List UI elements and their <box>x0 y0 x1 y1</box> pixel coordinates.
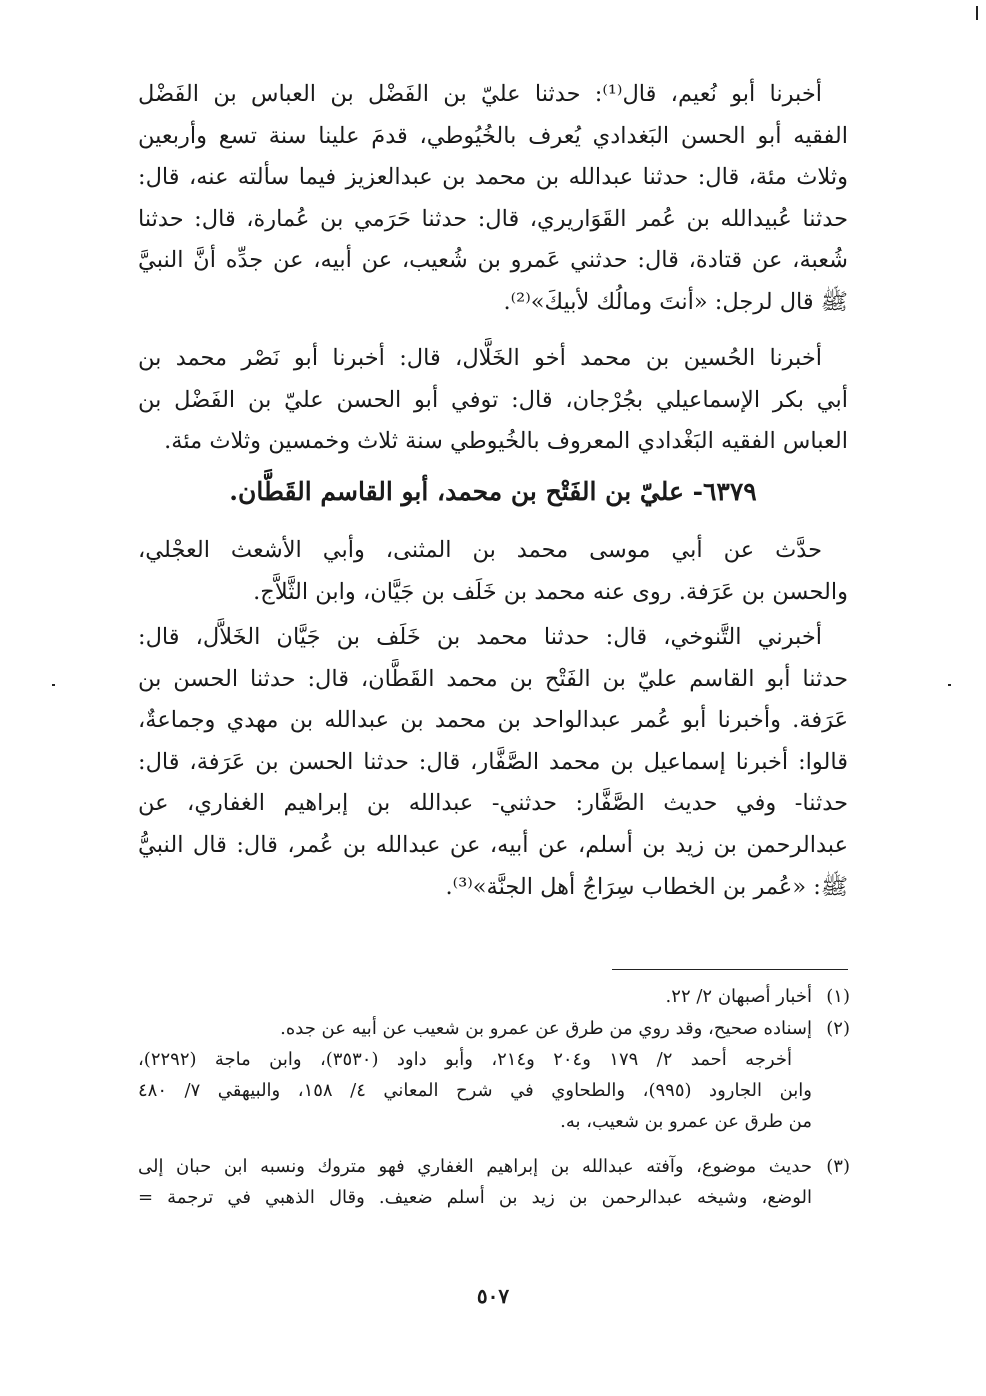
text-line: شُعبة، عن قتادة، قال: حدثني عَمرو بن شُعيب، عن أبيه، عن جدِّه أنَّ النبيَّ <box>138 247 848 274</box>
footnote-text: الوضع، وشيخه عبدالرحمن بن زيد بن أسلم ضعيف. وقال الذهبي في ترجمة = <box>138 1187 812 1208</box>
paragraph-3 <box>138 530 848 613</box>
scan-mark <box>976 6 978 20</box>
paragraph-2 <box>138 338 848 463</box>
text-line: أخبرني التَّنوخي، قال: حدثنا محمد بن خَلَف بن جَيَّان الخَلاَّل، قال: <box>138 624 822 650</box>
footnote-text: وابن الجارود (٩٩٥)، والطحاوي في شرح المعاني ٤/ ١٥٨، والبيهقي ٧/ ٤٨٠ <box>138 1080 812 1101</box>
footnote-text: إسناده صحيح، وقد روي من طرق عن عمرو بن شعيب عن أبيه عن جده. <box>280 1018 812 1039</box>
footnote-text: أخبار أصبهان ٢/ ٢٢. <box>665 986 812 1007</box>
page-number: ٥٠٧ <box>476 1284 510 1308</box>
text-line: ﷺ: «عُمر بن الخطاب سِرَاجُ أهل الجنَّة»⁽³⁾. <box>445 873 848 900</box>
text-line: قالوا: أخبرنا إسماعيل بن محمد الصَّفَّار، قال: حدثنا الحسن بن عَرَفة، قال: <box>138 748 848 775</box>
footnote-text: حديث موضوع، وآفته عبدالله بن إبراهيم الغفاري فهو متروك ونسبه ابن حبان إلى <box>138 1156 812 1177</box>
footnote-number: (١) <box>826 986 850 1007</box>
footnote-2 <box>138 1013 850 1137</box>
text-line: أخبرنا أبو نُعيم، قال⁽¹⁾: حدثنا عليّ بن الفَضْل بن العباس بن الفَضْل <box>138 81 822 107</box>
scan-mark <box>52 684 55 686</box>
footnote-3 <box>138 1151 850 1213</box>
footnote-1 <box>138 981 850 1012</box>
text-line: الفقيه أبو الحسن البَغدادي يُعرف بالخُيُوطي، قدمَ علينا سنة تسع وأربعين <box>138 122 848 149</box>
text-line: والحسن بن عَرَفة. روى عنه محمد بن خَلَف بن جَيَّان، وابن الثَّلاَّج. <box>253 578 848 605</box>
footnote-text: أخرجه أحمد ٢/ ١٧٩ و٢٠٤ و٢١٤، وأبو داود (٣٥٣٠)، وابن ماجة (٢٢٩٢)، <box>138 1049 792 1070</box>
footnote-number: (٣) <box>826 1156 850 1177</box>
paragraph-4 <box>138 617 848 908</box>
text-line: أخبرنا الحُسين بن محمد أخو الخَلَّال، قال: أخبرنا أبو نَصْر محمد بن <box>138 345 822 371</box>
text-line: حدثنا- وفي حديث الصَّفَّار: حدثني- عبدالله بن إبراهيم الغفاري، عن <box>138 790 848 817</box>
footnote-number: (٢) <box>826 1018 850 1039</box>
text-line: العباس الفقيه البَغْدادي المعروف بالخُيوطي سنة ثلاث وخمسين وثلاث مئة. <box>164 428 848 455</box>
text-line: وثلاث مئة، قال: حدثنا عبدالله بن محمد بن عبدالعزيز فيما سألته عنه، قال: <box>138 164 848 191</box>
text-line: عَرَفة. وأخبرنا أبو عُمر عبدالواحد بن محمد بن عبدالله بن مهدي وجماعةٌ، <box>138 707 848 734</box>
text-line: حدثنا عُبيدالله بن عُمر القَوَاريري، قال: حدثنا حَرَمي بن عُمارة، قال: حدثنا <box>138 205 848 232</box>
entry-heading: ٦٣٧٩- عليّ بن الفَتْح بن محمد، أبو القاسم القَطَّان. <box>229 477 757 506</box>
scan-mark <box>948 684 951 686</box>
text-line: حدَّث عن أبي موسى محمد بن المثنى، وأبي الأشعث العجْلي، <box>138 537 822 563</box>
text-line: عبدالرحمن بن زيد بن أسلم، عن أبيه، عن عبدالله بن عُمر، قال: قال النبيُّ <box>138 831 848 858</box>
paragraph-1 <box>138 74 848 324</box>
footnote-text: من طرق عن عمرو بن شعيب، به. <box>560 1111 812 1132</box>
text-line: ﷺ قال لرجل: «أنتَ ومالُك لأبيكَ»⁽²⁾. <box>503 288 848 315</box>
footnote-separator <box>612 969 848 970</box>
text-line: حدثنا أبو القاسم عليّ بن الفَتْح بن محمد القَطَّان، قال: حدثنا الحسن بن <box>138 665 848 692</box>
text-line: أبي بكر الإسماعيلي بجُرْجان، قال: توفي أبو الحسن عليّ بن الفَضْل بن <box>138 386 848 413</box>
